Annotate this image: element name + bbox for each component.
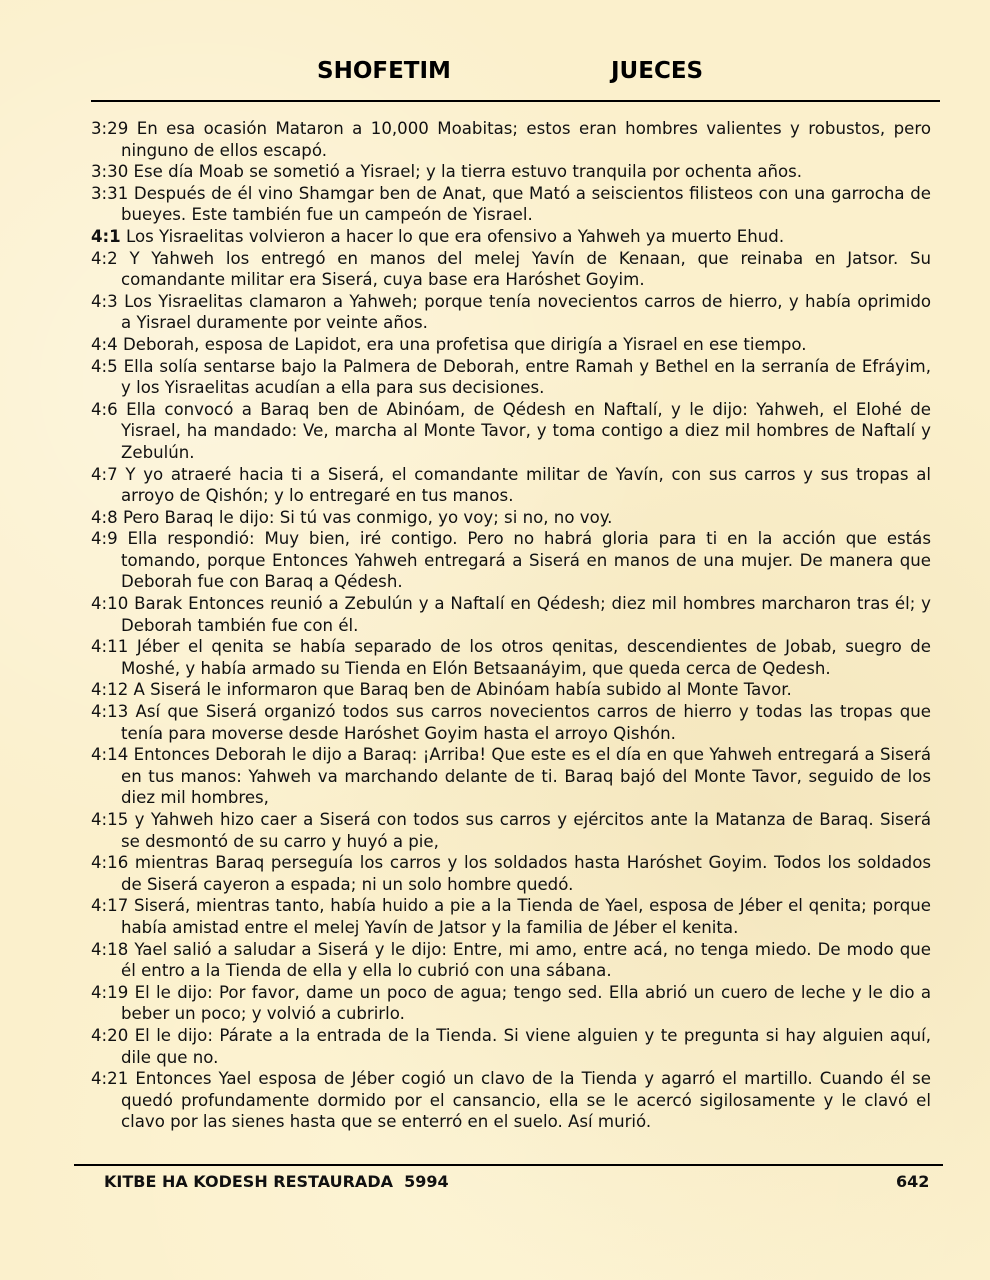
footer-divider — [74, 1164, 943, 1166]
verse-reference: 4:8 — [91, 507, 118, 527]
verse — [91, 528, 931, 593]
verse — [91, 334, 931, 356]
verse-list — [91, 118, 931, 1133]
verse-reference: 4:1 — [91, 226, 121, 246]
verse-text: Jéber el qenita se había separado de los otros qenitas, descendientes de Jobab, suegro de Moshé, y había armado su Tienda en Elón Betsaanáyim, que queda cerca de Qedesh. — [121, 637, 931, 678]
verse — [91, 744, 931, 809]
verse-text: Los Yisraelitas volvieron a hacer lo que era ofensivo a Yahweh ya muerto Ehud. — [126, 226, 785, 246]
verse — [91, 809, 931, 852]
verse-reference: 3:31 — [91, 183, 129, 203]
verse — [91, 895, 931, 938]
verse-reference: 4:9 — [91, 529, 118, 549]
verse-text: A Siserá le informaron que Baraq ben de Abinóam había subido al Monte Tavor. — [133, 680, 792, 700]
verse-text: Ese día Moab se sometió a Yisrael; y la tierra estuvo tranquila por ochenta años. — [133, 162, 803, 182]
verse — [91, 464, 931, 507]
verse — [91, 226, 931, 248]
verse-reference: 4:14 — [91, 745, 129, 765]
verse-text: Entonces Yael esposa de Jéber cogió un clavo de la Tienda y agarró el martillo. Cuando él se quedó profundamente dormido por el cansancio, ella se le acercó sigilosamente y le clavó el clavo por las sienes hasta que se enterró en el suelo. Así murió. — [121, 1069, 932, 1132]
verse-reference: 4:15 — [91, 810, 129, 829]
verse-reference: 4:18 — [91, 939, 129, 959]
verse-text: Después de él vino Shamgar ben de Anat, que Mató a seiscientos filisteos con una garrocha de bueyes. Este también fue un campeón de Yisrael. — [121, 183, 931, 225]
verse-text: Así que Siserá organizó todos sus carros novecientos carros de hierro y todas las tropas que tenía para moverse desde Haróshet Goyim hasta el arroyo Qishón. — [121, 702, 931, 743]
verse — [91, 248, 931, 291]
verse-reference: 4:10 — [91, 594, 129, 614]
verse-reference: 4:11 — [91, 637, 129, 657]
verse-text: Los Yisraelitas clamaron a Yahweh; porque tenía novecientos carros de hierro, y había oprimido a Yisrael duramente por veinte años. — [121, 291, 931, 333]
verse-text: y Yahweh hizo caer a Siserá con todos sus carros y ejércitos ante la Matanza de Baraq. Siserá se desmontó de su carro y huyó a pie, — [121, 810, 932, 851]
header-title-hebrew: SHOFETIM — [317, 58, 451, 84]
verse-reference: 4:4 — [91, 334, 118, 354]
verse-reference: 4:20 — [91, 1025, 129, 1045]
verse-text: Entonces Deborah le dijo a Baraq: ¡Arriba! Que este es el día en que Yahweh entregará a Siserá en tus manos: Yahweh va marchando delante de ti. Baraq bajó del Monte Tavor, seguido de los diez mil hombres, — [121, 745, 931, 808]
page-number: 642 — [896, 1172, 930, 1191]
page-header — [0, 58, 990, 92]
verse-reference: 4:13 — [91, 702, 129, 722]
verse — [91, 183, 931, 226]
verse-reference: 4:19 — [91, 982, 129, 1002]
verse — [91, 593, 931, 636]
verse-reference: 4:17 — [91, 896, 129, 916]
verse-text: Pero Baraq le dijo: Si tú vas conmigo, yo voy; si no, no voy. — [123, 507, 613, 527]
verse-reference: 3:29 — [91, 119, 129, 138]
verse — [91, 1025, 931, 1068]
verse-reference: 4:6 — [91, 399, 118, 419]
verse-text: Ella convocó a Baraq ben de Abinóam, de Qédesh en Naftalí, y le dijo: Yahweh, el Elohé de Yisrael, ha mandado: Ve, marcha al Monte Tavor, y toma contigo a diez mil hombres de Naftalí y Zebulún. — [121, 399, 931, 462]
verse — [91, 118, 931, 161]
verse-text: mientras Baraq perseguía los carros y los soldados hasta Haróshet Goyim. Todos los soldados de Siserá cayeron a espada; ni un solo hombre quedó. — [121, 853, 931, 894]
verse-reference: 4:21 — [91, 1069, 129, 1089]
verse-text: Y yo atraeré hacia ti a Siserá, el comandante militar de Yavín, con sus carros y sus tropas al arroyo de Qishón; y lo entregaré en tus manos. — [121, 464, 931, 506]
verse — [91, 1068, 931, 1133]
verse-text: Yael salió a saludar a Siserá y le dijo: Entre, mi amo, entre acá, no tenga miedo. De modo que él entro a la Tienda de ella y ella lo cubrió con una sábana. — [121, 939, 931, 981]
verse — [91, 636, 931, 679]
verse-text: Y Yahweh los entregó en manos del melej Yavín de Kenaan, que reinaba en Jatsor. Su comandante militar era Siserá, cuya base era Haróshet Goyim. — [121, 248, 931, 290]
verse — [91, 852, 931, 895]
verse-text: Ella solía sentarse bajo la Palmera de Deborah, entre Ramah y Bethel en la serranía de Efráyim, y los Yisraelitas acudían a ella para sus decisiones. — [121, 356, 932, 398]
header-title-spanish: JUECES — [611, 58, 704, 84]
verse-reference: 4:12 — [91, 680, 129, 700]
verse-reference: 3:30 — [91, 162, 129, 182]
verse — [91, 701, 931, 744]
verse-reference: 4:2 — [91, 248, 118, 268]
verse-text: Deborah, esposa de Lapidot, era una profetisa que dirigía a Yisrael en ese tiempo. — [123, 334, 807, 354]
verse — [91, 982, 931, 1025]
verse-reference: 4:7 — [91, 464, 118, 484]
verse-reference: 4:5 — [91, 356, 118, 376]
header-divider — [91, 100, 940, 102]
verse — [91, 356, 931, 399]
verse — [91, 939, 931, 982]
verse-reference: 4:16 — [91, 853, 129, 873]
verse-text: Ella respondió: Muy bien, iré contigo. Pero no habrá gloria para ti en la acción que estás tomando, porque Entonces Yahweh entregará a Siserá en manos de una mujer. De manera que Deborah fue con Baraq a Qédesh. — [121, 529, 931, 592]
verse — [91, 161, 931, 183]
verse-text: El le dijo: Párate a la entrada de la Tienda. Si viene alguien y te pregunta si hay alguien aquí, dile que no. — [121, 1025, 932, 1067]
verse-text: Siserá, mientras tanto, había huido a pie a la Tienda de Yael, esposa de Jéber el qenita; porque había amistad entre el melej Yavín de Jatsor y la familia de Jéber el kenita. — [121, 896, 931, 937]
verse-text: Barak Entonces reunió a Zebulún y a Naftalí en Qédesh; diez mil hombres marcharon tras él; y Deborah también fue con él. — [121, 594, 931, 635]
verse-reference: 4:3 — [91, 291, 118, 311]
verse — [91, 291, 931, 334]
verse — [91, 507, 931, 529]
footer-book-title: KITBE HA KODESH RESTAURADA 5994 — [104, 1172, 449, 1191]
verse — [91, 679, 931, 701]
verse — [91, 399, 931, 464]
verse-text: En esa ocasión Mataron a 10,000 Moabitas; estos eran hombres valientes y robustos, pero ninguno de ellos escapó. — [121, 119, 931, 160]
verse-text: El le dijo: Por favor, dame un poco de agua; tengo sed. Ella abrió un cuero de leche y le dio a beber un poco; y volvió a cubrirlo. — [121, 982, 932, 1024]
